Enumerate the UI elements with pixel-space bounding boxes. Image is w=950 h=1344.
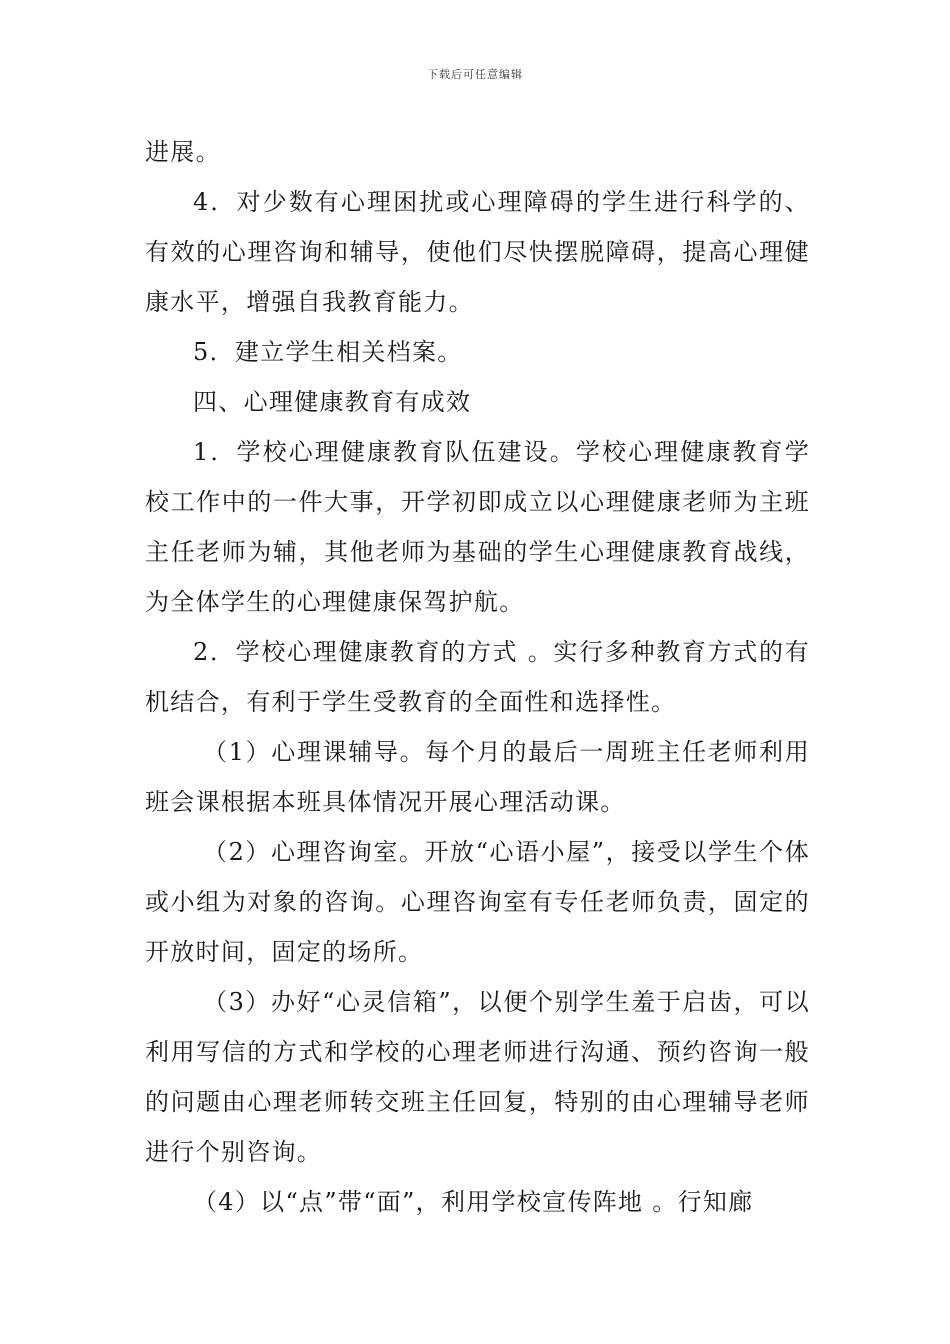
paragraph: （4）以“点”带“面”，利用学校宣传阵地 。行知廊 xyxy=(193,1188,754,1216)
paragraph: 5．建立学生相关档案。 xyxy=(193,338,463,366)
paragraph: （2）心理咨询室。开放“心语小屋”，接受以学生个体或小组为对象的咨询。心理咨询室有专任老师负责，固定的开放时间，固定的场所。 xyxy=(145,838,810,966)
paragraph: 4．对少数有心理困扰或心理障碍的学生进行科学的、有效的心理咨询和辅导，使他们尽快摆脱障碍，提高心理健康水平，增强自我教育能力。 xyxy=(145,188,810,316)
paragraph: 1．学校心理健康教育队伍建设。学校心理健康教育学校工作中的一件大事，开学初即成立以心理健康老师为主班主任老师为辅，其他老师为基础的学生心理健康教育战线，为全体学生的心理健康保驾护航。 xyxy=(145,438,810,616)
page-header-note: 下载后可任意编辑 xyxy=(427,68,523,81)
paragraph: 2．学校心理健康教育的方式 。实行多种教育方式的有机结合，有利于学生受教育的全面性和选择性。 xyxy=(145,638,810,716)
paragraph: 进展。 xyxy=(145,138,221,166)
document-body xyxy=(145,127,810,1227)
paragraph: （1）心理课辅导。每个月的最后一周班主任老师利用班会课根据本班具体情况开展心理活动课。 xyxy=(145,738,810,816)
paragraph: （3）办好“心灵信箱”，以便个别学生羞于启齿，可以利用写信的方式和学校的心理老师进行沟通、预约咨询一般的问题由心理老师转交班主任回复，特别的由心理辅导老师进行个别咨询。 xyxy=(145,988,810,1166)
section-heading: 四、心理健康教育有成效 xyxy=(193,388,472,416)
